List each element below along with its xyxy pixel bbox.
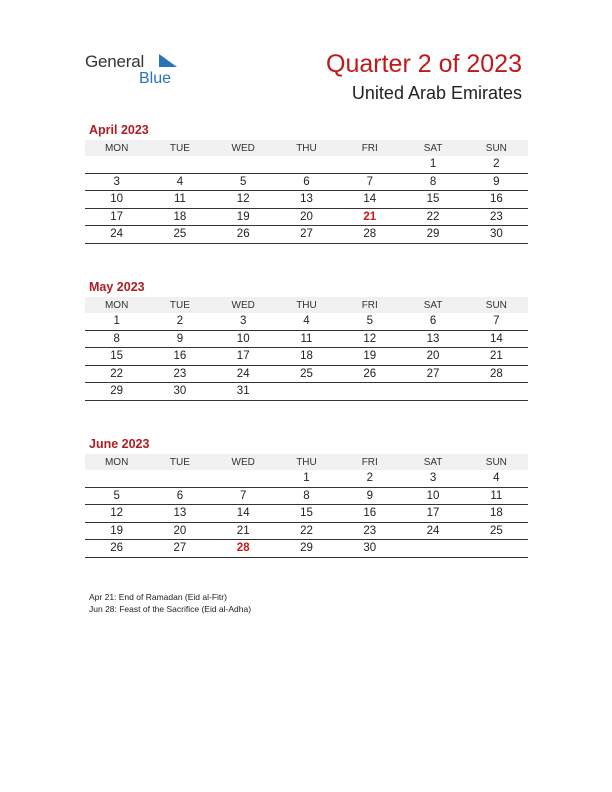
day-cell: 17 — [85, 208, 148, 226]
day-cell: 26 — [338, 365, 401, 383]
day-cell: 5 — [338, 313, 401, 330]
day-cell: 18 — [148, 208, 211, 226]
day-cell: 26 — [85, 540, 148, 558]
empty-day-cell — [401, 383, 464, 401]
day-cell: 28 — [465, 365, 528, 383]
day-cell: 14 — [212, 505, 275, 523]
empty-day-cell — [275, 156, 338, 173]
holiday-note: Jun 28: Feast of the Sacrifice (Eid al-Adha) — [89, 604, 252, 614]
day-cell: 27 — [275, 226, 338, 244]
day-cell: 8 — [85, 330, 148, 348]
weekday-label: SAT — [401, 454, 464, 470]
week-row — [85, 330, 528, 348]
day-cell: 6 — [401, 313, 464, 330]
day-cell: 13 — [275, 191, 338, 209]
week-row — [85, 383, 528, 401]
weekday-label: SUN — [465, 140, 528, 156]
day-cell: 21 — [212, 522, 275, 540]
week-row — [85, 522, 528, 540]
day-cell: 4 — [465, 470, 528, 487]
month-calendar-april — [85, 122, 528, 244]
month-calendar-may — [85, 279, 528, 401]
week-row — [85, 470, 528, 487]
month-grid — [85, 140, 528, 244]
month-title: May 2023 — [89, 280, 145, 294]
weekday-label: TUE — [148, 140, 211, 156]
month-grid — [85, 297, 528, 401]
day-cell: 13 — [401, 330, 464, 348]
day-cell: 2 — [338, 470, 401, 487]
day-cell: 17 — [212, 348, 275, 366]
day-cell: 4 — [148, 173, 211, 191]
day-cell: 16 — [338, 505, 401, 523]
day-cell: 29 — [401, 226, 464, 244]
holiday-notes — [89, 591, 251, 615]
day-cell: 16 — [465, 191, 528, 209]
day-cell: 6 — [148, 487, 211, 505]
day-cell: 11 — [275, 330, 338, 348]
day-cell: 1 — [85, 313, 148, 330]
day-cell: 24 — [401, 522, 464, 540]
day-cell: 11 — [148, 191, 211, 209]
day-cell: 25 — [148, 226, 211, 244]
day-cell: 5 — [212, 173, 275, 191]
day-cell: 30 — [465, 226, 528, 244]
logo-word-general: General — [85, 52, 145, 71]
day-cell: 30 — [148, 383, 211, 401]
weekday-label: SUN — [465, 454, 528, 470]
day-cell: 3 — [401, 470, 464, 487]
day-cell: 24 — [85, 226, 148, 244]
day-cell: 7 — [338, 173, 401, 191]
weekday-label: WED — [212, 454, 275, 470]
day-cell: 19 — [338, 348, 401, 366]
weekday-label: THU — [275, 454, 338, 470]
weekday-label: WED — [212, 140, 275, 156]
day-cell: 10 — [401, 487, 464, 505]
day-cell: 9 — [338, 487, 401, 505]
day-cell: 16 — [148, 348, 211, 366]
day-cell: 31 — [212, 383, 275, 401]
day-cell: 1 — [275, 470, 338, 487]
day-cell: 20 — [275, 208, 338, 226]
empty-day-cell — [338, 383, 401, 401]
empty-day-cell — [212, 470, 275, 487]
day-cell: 25 — [465, 522, 528, 540]
day-cell: 22 — [401, 208, 464, 226]
day-cell: 15 — [275, 505, 338, 523]
day-cell: 4 — [275, 313, 338, 330]
day-cell: 12 — [212, 191, 275, 209]
day-cell: 22 — [275, 522, 338, 540]
day-cell: 23 — [338, 522, 401, 540]
page-subtitle: United Arab Emirates — [351, 83, 522, 103]
day-cell: 6 — [275, 173, 338, 191]
day-cell: 13 — [148, 505, 211, 523]
week-row — [85, 313, 528, 330]
day-cell: 18 — [465, 505, 528, 523]
week-row — [85, 348, 528, 366]
day-cell: 12 — [338, 330, 401, 348]
day-cell: 12 — [85, 505, 148, 523]
week-row — [85, 173, 528, 191]
week-row — [85, 540, 528, 558]
day-cell: 7 — [212, 487, 275, 505]
weekday-label: SAT — [401, 297, 464, 313]
day-cell: 29 — [275, 540, 338, 558]
week-row — [85, 156, 528, 173]
day-cell: 20 — [148, 522, 211, 540]
day-cell: 10 — [85, 191, 148, 209]
logo-triangle-icon — [157, 53, 179, 69]
empty-day-cell — [148, 470, 211, 487]
weekday-label: MON — [85, 140, 148, 156]
week-row — [85, 487, 528, 505]
day-cell: 19 — [85, 522, 148, 540]
empty-day-cell — [401, 540, 464, 558]
week-row — [85, 191, 528, 209]
day-cell: 10 — [212, 330, 275, 348]
week-row — [85, 226, 528, 244]
day-cell: 5 — [85, 487, 148, 505]
empty-day-cell — [212, 156, 275, 173]
empty-day-cell — [85, 470, 148, 487]
day-cell: 15 — [85, 348, 148, 366]
weekday-label: THU — [275, 297, 338, 313]
weekday-label: FRI — [338, 454, 401, 470]
month-title: June 2023 — [89, 437, 150, 451]
weekday-label: MON — [85, 297, 148, 313]
week-row — [85, 208, 528, 226]
day-cell: 1 — [401, 156, 464, 173]
day-cell: 7 — [465, 313, 528, 330]
day-cell: 21 — [465, 348, 528, 366]
empty-day-cell — [85, 156, 148, 173]
day-cell: 14 — [338, 191, 401, 209]
day-cell: 27 — [401, 365, 464, 383]
day-cell: 2 — [148, 313, 211, 330]
day-cell: 2 — [465, 156, 528, 173]
day-cell: 30 — [338, 540, 401, 558]
day-cell: 23 — [465, 208, 528, 226]
weekday-label: WED — [212, 297, 275, 313]
page-title: Quarter 2 of 2023 — [326, 50, 522, 78]
day-cell: 20 — [401, 348, 464, 366]
month-calendar-june — [85, 436, 528, 558]
day-cell: 9 — [148, 330, 211, 348]
day-cell: 29 — [85, 383, 148, 401]
generalblue-logo — [85, 52, 195, 92]
empty-day-cell — [465, 383, 528, 401]
weekday-label: FRI — [338, 140, 401, 156]
day-cell: 18 — [275, 348, 338, 366]
weekday-label: SUN — [465, 297, 528, 313]
weekday-header-row — [85, 140, 528, 156]
day-cell: 21 — [338, 208, 401, 226]
week-row — [85, 505, 528, 523]
day-cell: 24 — [212, 365, 275, 383]
day-cell: 25 — [275, 365, 338, 383]
empty-day-cell — [148, 156, 211, 173]
weekday-label: FRI — [338, 297, 401, 313]
day-cell: 28 — [212, 540, 275, 558]
day-cell: 23 — [148, 365, 211, 383]
weekday-header-row — [85, 454, 528, 470]
empty-day-cell — [465, 540, 528, 558]
weekday-header-row — [85, 297, 528, 313]
weekday-label: TUE — [148, 454, 211, 470]
weekday-label: TUE — [148, 297, 211, 313]
month-grid — [85, 454, 528, 558]
weekday-label: SAT — [401, 140, 464, 156]
day-cell: 27 — [148, 540, 211, 558]
weekday-label: MON — [85, 454, 148, 470]
day-cell: 19 — [212, 208, 275, 226]
day-cell: 8 — [275, 487, 338, 505]
day-cell: 9 — [465, 173, 528, 191]
week-row — [85, 365, 528, 383]
day-cell: 22 — [85, 365, 148, 383]
month-title: April 2023 — [89, 123, 149, 137]
day-cell: 3 — [212, 313, 275, 330]
day-cell: 14 — [465, 330, 528, 348]
day-cell: 28 — [338, 226, 401, 244]
empty-day-cell — [275, 383, 338, 401]
day-cell: 3 — [85, 173, 148, 191]
day-cell: 26 — [212, 226, 275, 244]
weekday-label: THU — [275, 140, 338, 156]
logo-word-blue: Blue — [139, 70, 172, 87]
day-cell: 11 — [465, 487, 528, 505]
day-cell: 8 — [401, 173, 464, 191]
empty-day-cell — [338, 156, 401, 173]
day-cell: 15 — [401, 191, 464, 209]
day-cell: 17 — [401, 505, 464, 523]
holiday-note: Apr 21: End of Ramadan (Eid al-Fitr) — [89, 592, 227, 602]
